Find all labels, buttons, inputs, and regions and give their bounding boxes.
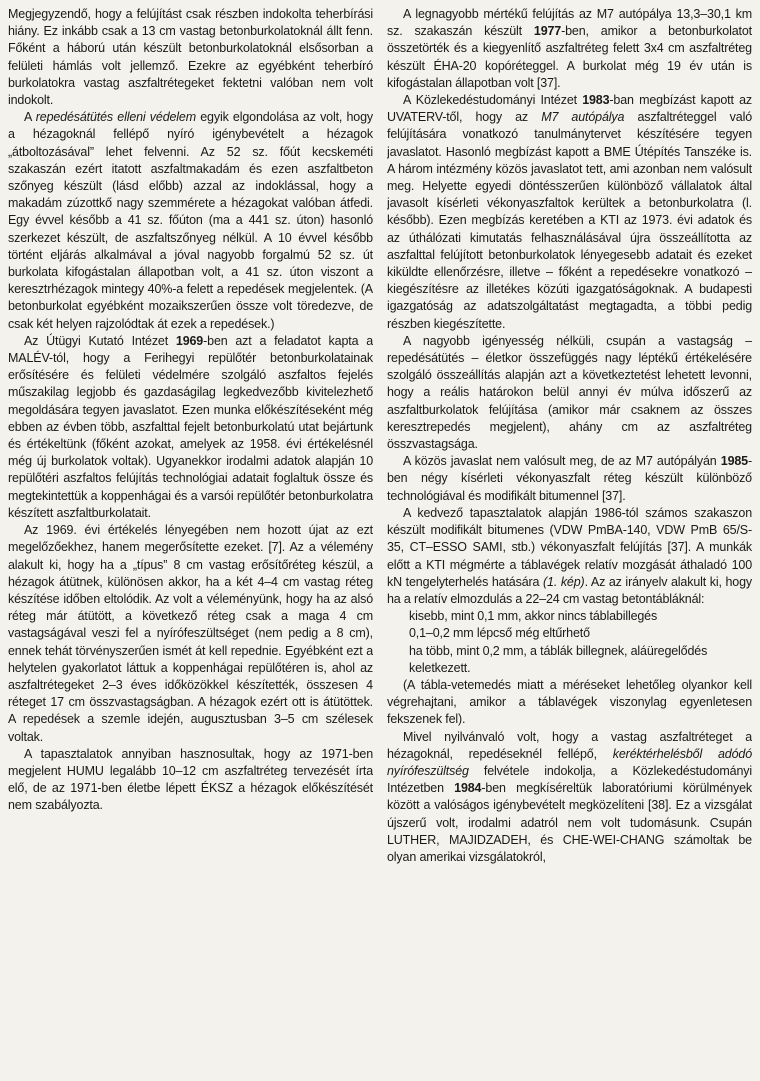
text-run: Az 1969. évi értékelés lényegében nem hozott újat az ezt megelőzőekhez, hanem megerősítette ezeket. [7]. Az a vélemény alakult ki, hogy ha a „típus” 8 cm vastag erősítőréteg készül, a hézagok átütnek, különösen akkor, ha a két 4–4 cm vastag réteg készítése időben eltolódik. Az volt a véleményünk, hogy ha az alsó réteg már átütött, a következő réteg csak a maga 4 cm vastagságával veszi fel a nyírófeszültséget (nem pedig a 8 cm), ennek tehát törvényszerűen ismét át kell repednie. Egyébként ezt a helytelen gyakorlatot láttuk a koppenhágai repülőtéren is, ahol az aszfaltrétegeket 2–3 éves időközökkel készítették, összesen 4 réteget 17 cm összvastagságban. A hézagok ezért ott is átütöttek. A repedések a szemle idején, augusztusban 3–5 cm szélesek voltak.: [8, 523, 373, 744]
text-run: A Közlekedéstudományi Intézet: [403, 93, 583, 108]
text-run: . Az az irányelv alakult ki, hogy ha a relatív elmozdulás a 22–24 cm vastag betontábláknál:: [387, 574, 752, 606]
list-item: [387, 643, 752, 677]
italic-text: keréktérhelésből adódó nyírófeszültség: [387, 746, 752, 778]
paragraph: [387, 677, 752, 729]
bold-text: 1983: [582, 93, 610, 108]
italic-text: (1. kép): [543, 574, 585, 589]
paragraph: [387, 6, 752, 92]
text-run: A legnagyobb mértékű felújítás az M7 autópálya 13,3–30,1 km sz. szakaszán készült: [387, 7, 752, 39]
bold-text: 1969: [175, 333, 204, 348]
text-run: ha több, mint 0,2 mm, a táblák billegnek, aláüregelődés keletkezett.: [409, 643, 708, 675]
bold-text: 1985: [720, 454, 748, 469]
paragraph: [387, 729, 752, 867]
bold-text: 1984: [454, 781, 482, 796]
text-run: Mivel nyilvánvaló volt, hogy a vastag aszfaltréteget a hézagoknál, repedéseknél fellépő,: [387, 729, 752, 761]
text-run: -ben négy kísérleti vékonyaszfalt réteg készült különböző technológiával és modifikált bitumennel [37].: [387, 454, 752, 503]
paragraph: [8, 109, 373, 333]
paragraph: [387, 92, 752, 333]
text-run: kisebb, mint 0,1 mm, akkor nincs táblabillegés: [409, 609, 658, 624]
bold-text: 1977: [533, 24, 562, 39]
text-run: A nagyobb igényesség nélküli, csupán a vastagság – repedésátütés – életkor összefüggés nagy léptékű értékelésére szolgáló összeállítás alapján azt a következtetést lehetett levonni, hogy a reális határokon belül annyi év múlva időszerű az aszfaltburkolatok felújítása (amikor már csaknem az összes keresztrepedés megjelent), ahány cm az aszfaltréteg összvastagsága.: [387, 333, 752, 452]
paragraph: [387, 333, 752, 453]
text-run: (A tábla-vetemedés miatt a méréseket lehetőleg olyankor kell végrehajtani, amikor a táblavégek viszonylag egyenletesen fekszenek fel).: [387, 677, 752, 727]
text-run: Megjegyzendő, hogy a felújítást csak részben indokolta teherbírási hiány. Ez inkább csak a 13 cm vastag betonburkolatoknál állt fenn. Főként a háború után készült betonburkolatoknál elsősorban a felületi hámlás volt jellemző. Ezekre az egyébként teherbíró burkolatokra vastag aszfaltrétegeket fektetni valóban nem volt indokolt.: [8, 7, 373, 108]
text-run: 0,1–0,2 mm lépcső még eltűrhető: [409, 626, 590, 641]
text-run: A: [24, 110, 36, 125]
text-run: felvétele indokolja, a Közlekedéstudományi Intézetben: [387, 763, 752, 796]
text-run: Az Útügyi Kutató Intézet: [24, 333, 176, 348]
text-run: A tapasztalatok annyiban hasznosultak, hogy az 1971-ben megjelent HUMU legalább 10–12 cm aszfaltréteg tervezését írta elő, de az 1971-ben életbe lépett ÉKSZ a hézagok előkészítését nem szabályozta.: [8, 746, 373, 813]
paragraph: [8, 333, 373, 522]
text-run: A közös javaslat nem valósult meg, de az M7 autópályán: [403, 454, 721, 469]
italic-text: M7 autópálya: [541, 110, 625, 125]
paragraph: [8, 6, 373, 109]
paragraph: [8, 522, 373, 746]
text-run: aszfaltréteggel való felújítására vonatkozó tanulmánytervet készítésére tegyen javaslatot. Hasonló megbízást kapott a BME Útépítés Tanszéke is. A három intézmény közös javaslatot tett, ami azonban nem valósult meg. Helyette egyedi döntésszerűen különböző vállalatok által javasolt kísérleti vékonyaszfaltok kerültek a betonburkolatra (l. később). Ezen megbízás keretében a KTI az 1973. évi adatok és az úthálózati kimutatás felhasználásával újra összeállította az aszfalttal felújított betonburkolatok lényegesebb adatait és ezeket kiküldte ellenőrzésre, illetve – főként a repedésekre vonatkozó – kiegészítésre az illetékes közúti igazgatóságoknak. A budapesti igazgatóság az adatszolgáltatást megtagadta, a többi pedig részben kiegészítette.: [387, 110, 752, 331]
left-text-column: [8, 6, 373, 1081]
italic-text: repedésátütés elleni védelem: [35, 110, 196, 125]
text-run: -ban megbízást kapott az UVATERV-től, hogy az: [387, 93, 752, 125]
list-item: [387, 608, 752, 625]
text-run: -ben megkíséreltük laboratóriumi körülmények között a valóságos igénybevételt megközelíteni [38]. Ez a vizsgálat újszerű volt, irodalmi adatról nem volt tudomásunk. Csupán LUTHER, MAJIDZADEH, és CHE-WEI-CHANG számoltak be olyan amerikai vizsgálatokról,: [387, 781, 752, 864]
text-run: A kedvező tapasztalatok alapján 1986-tól számos szakaszon készült modifikált bitumenes (VDW PmBA-140, VDW PmB 65/S-35, CT–ESSO SAMI, stb.) vékonyaszfalt felújítás [37]. A munkák előtt a KTI mégmérte a táblavégek relatív mozgását áthaladó 100 kN tengelyterhelés hatására: [387, 505, 752, 589]
paragraph: [387, 453, 752, 505]
list-item: [387, 625, 752, 642]
paragraph: [8, 746, 373, 815]
text-run: -ben, amikor a betonburkolatot összetörték és a kiegyenlítő aszfaltréteg felett 3x4 cm aszfaltréteg készült ÉHA-20 kopóréteggel. A burkolat még 19 év után is kifogástalan állapotban volt [37].: [387, 24, 752, 90]
right-text-column: [387, 6, 752, 1081]
paragraph: [387, 505, 752, 608]
text-run: -ben azt a feladatot kapta a MALÉV-tól, hogy a Ferihegyi repülőtér betonburkolatainak erősítésére és felületi védelmére szolgáló aszfaltos fejelés műszakilag legjobb és gazdaságilag legkedvezőbb kivitelezhető megoldására tegyen javaslatot. Ezen munka előkészítéseként még ebben az évben több, aszfalttal fejelt betonburkolatú utat bejártunk és értékeltünk (főként azokat, amelyek az 1958. évi értékelésnél még új burkolatok voltak). Ugyanekkor irodalmi adatok alapján 10 repülőtéri aszfaltos felújítás technológiai adatait foglaltuk össze és megtekintettük a koppenhágai és a varsói repülőtér betonburkolatra készített aszfaltburkolatait.: [8, 333, 373, 520]
text-run: egyik elgondolása az volt, hogy a hézagoknál fellépő nyíró igénybevételt a hézagok „átboltozásával” lehet felvenni. Az 52 sz. főút kecskeméti szakaszán ezért itatott aszfaltmakadám és ezen aszfaltbeton szőnyeg készült (lásd előbb) azzal az indoklással, hogy a makadám zúzottkő nagy szemmérete a hézagokat valóban átfedi. Egy évvel később a 41 sz. főúton (ma a 441 sz. úton) hasonló szerkezet készült, de aszfaltszőnyeg nélkül. A 10 évvel később történt eljárás alkalmával a jóval nagyobb forgalmú 52 sz. út burkolata kifogástalan állapotban volt, a 41 sz. úton viszont a keresztrhézagok mintegy 40%-a felett a repedések megjelentek. (A betonburkolat egyébként mozaikszerűen össze volt töredezve, de csak két helyen rajzolódtak át ezek a repedések.): [8, 110, 373, 331]
